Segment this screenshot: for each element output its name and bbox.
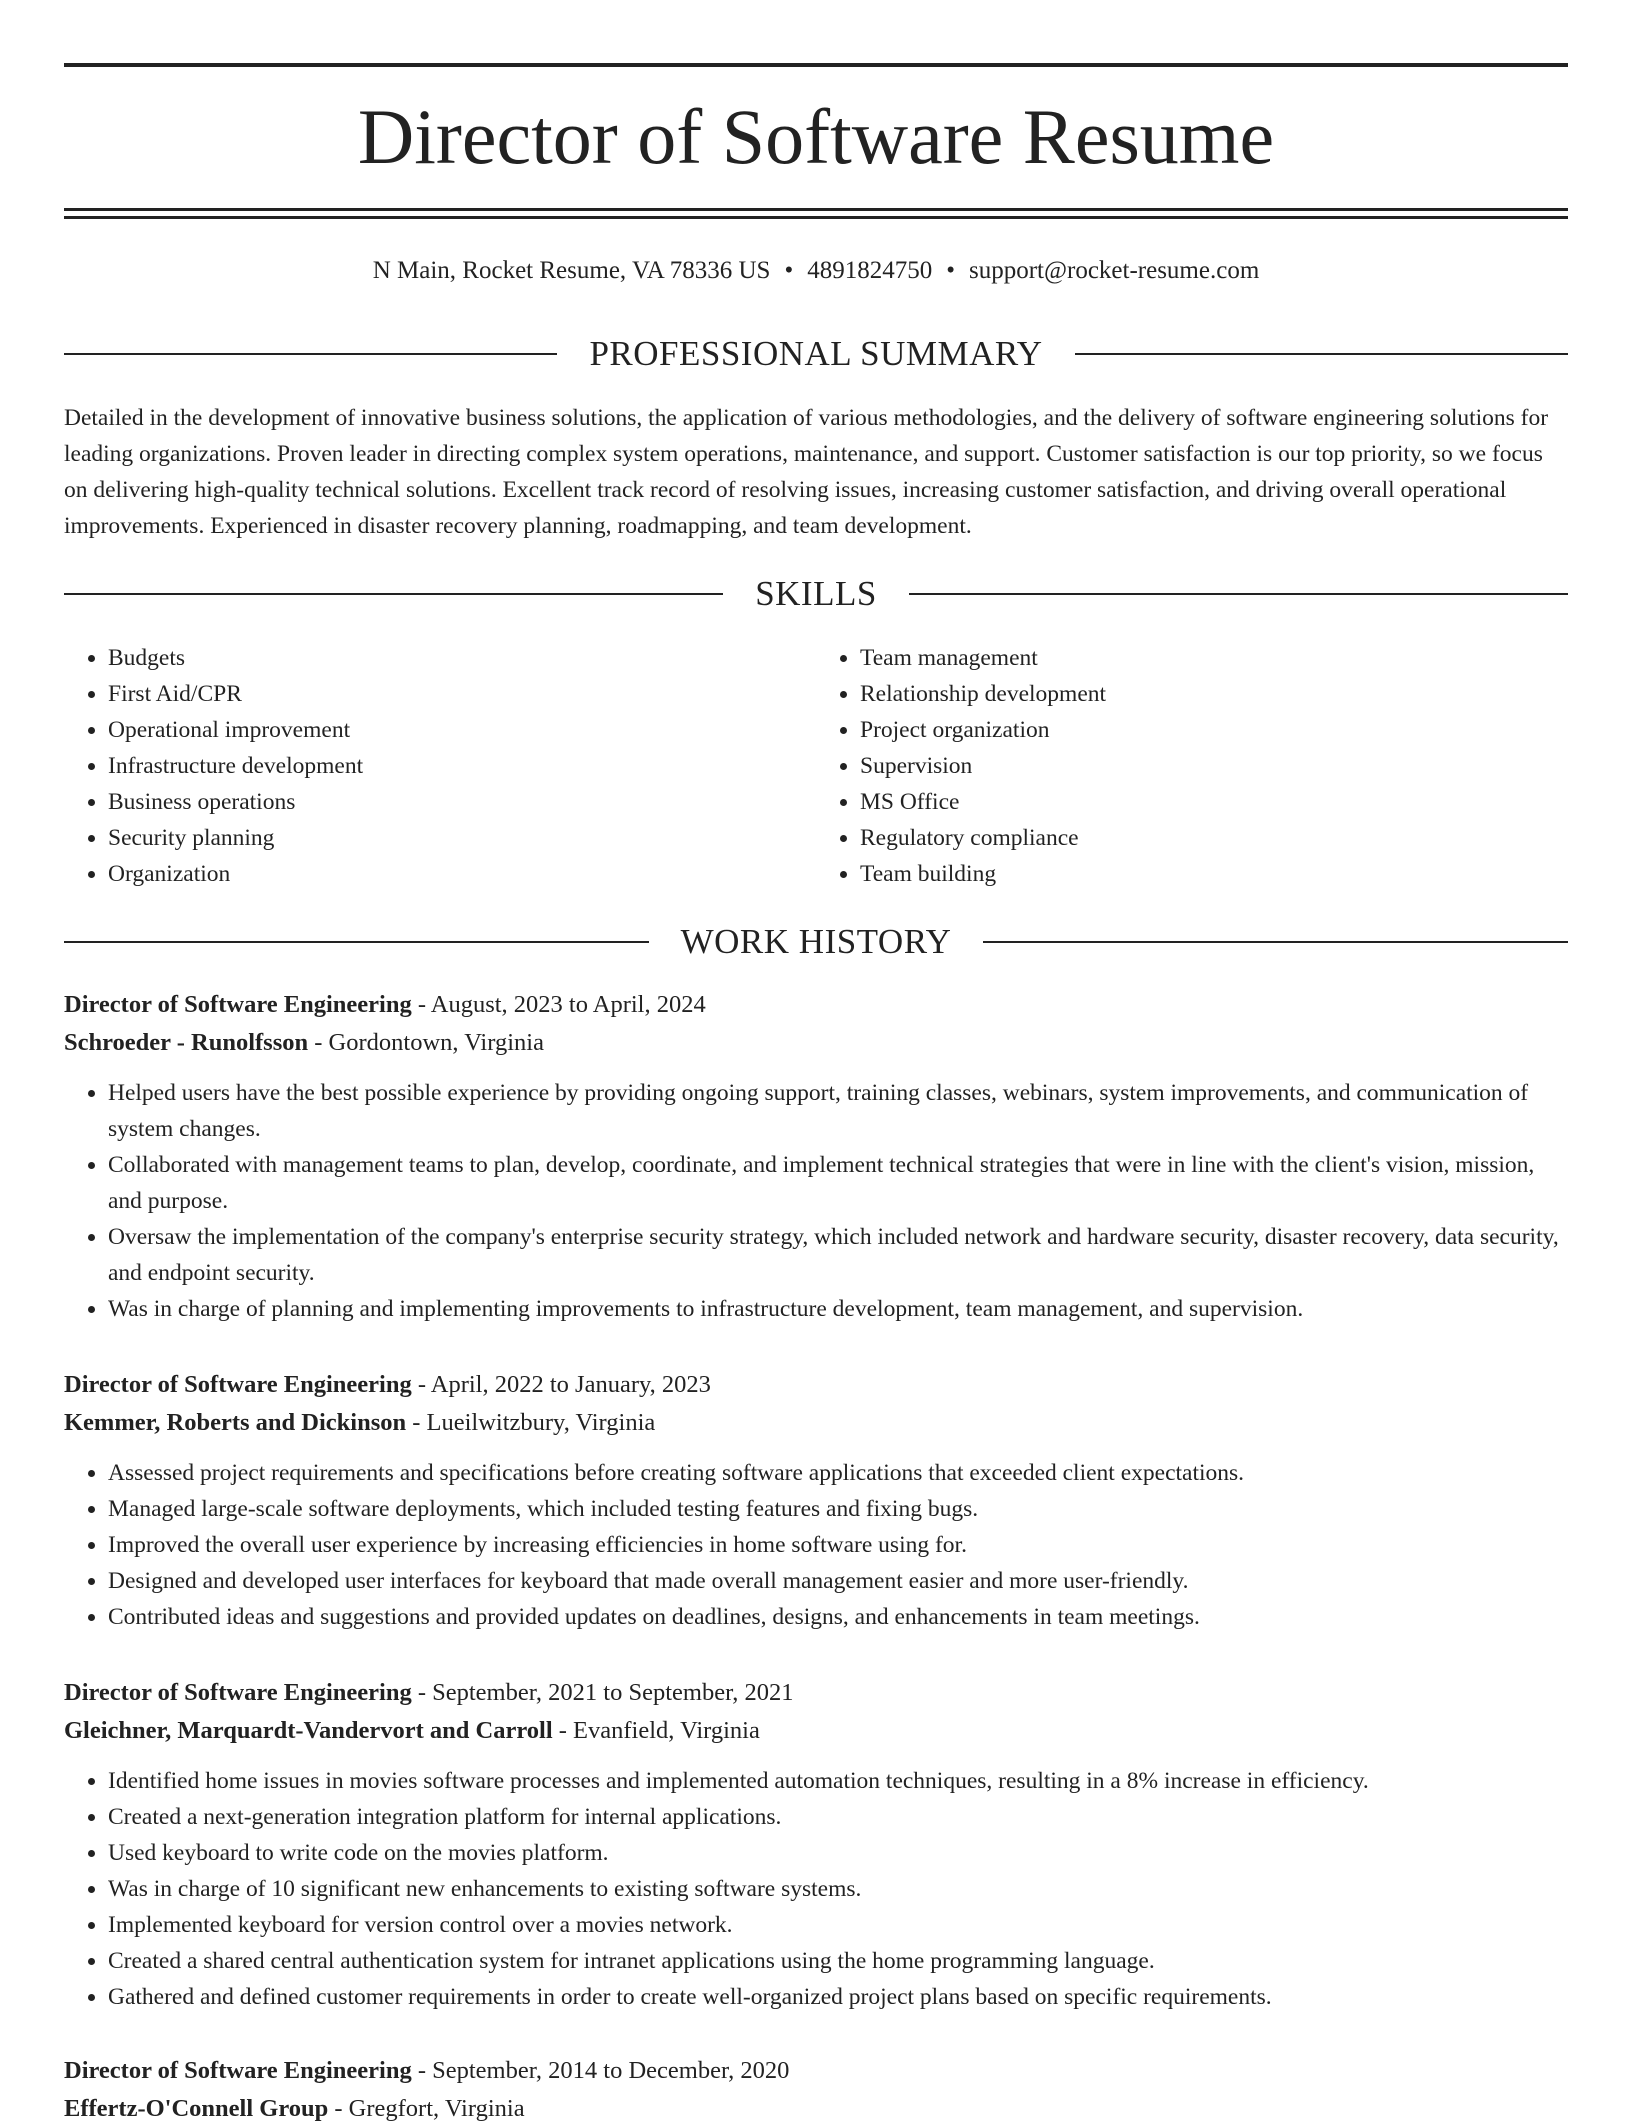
job-title: Director of Software Engineering xyxy=(64,1371,412,1398)
job-title-line xyxy=(64,1674,1568,1712)
job-bullet: • Improved the overall user experience by increasing efficiencies in home software using for. xyxy=(108,1527,1568,1563)
job-entry xyxy=(64,2052,1568,2128)
contact-separator: • xyxy=(784,257,794,284)
job-entry xyxy=(64,1366,1568,1635)
job-bullet: • Used keyboard to write code on the movies platform. xyxy=(108,1835,1568,1871)
job-bullet: • Designed and developed user interfaces for keyboard that made overall management easier and more user-friendly. xyxy=(108,1563,1568,1599)
job-location: - Evanfield, Virginia xyxy=(552,1717,760,1744)
job-entry xyxy=(64,986,1568,1327)
job-bullet: • Implemented keyboard for version control over a movies network. xyxy=(108,1907,1568,1943)
skill-item: • Team building xyxy=(860,856,1568,892)
summary-heading-label: PROFESSIONAL SUMMARY xyxy=(589,334,1043,373)
job-bullets xyxy=(64,1455,1568,1635)
heading-rule-right xyxy=(909,593,1568,595)
job-dates: - September, 2021 to September, 2021 xyxy=(411,1679,794,1706)
skill-item: • Infrastructure development xyxy=(108,748,816,784)
skills-heading-label: SKILLS xyxy=(755,574,877,613)
job-dates: - September, 2014 to December, 2020 xyxy=(411,2057,790,2084)
job-bullet: • Oversaw the implementation of the company's enterprise security strategy, which included network and hardware security, disaster recovery, data security, and endpoint security. xyxy=(108,1219,1568,1291)
job-company-line xyxy=(64,1024,1568,1062)
job-location: - Gordontown, Virginia xyxy=(308,1029,544,1056)
skill-item: • Relationship development xyxy=(860,676,1568,712)
contact-separator: • xyxy=(946,257,955,284)
job-title: Director of Software Engineering xyxy=(64,991,412,1018)
job-location: - Lueilwitzbury, Virginia xyxy=(406,1409,656,1436)
job-bullet: • Assessed project requirements and specifications before creating software applications that exceeded client expectations. xyxy=(108,1455,1568,1491)
job-bullet: • Helped users have the best possible experience by providing ongoing support, training classes, webinars, system improvements, and communication of system changes. xyxy=(108,1075,1568,1147)
job-title-line xyxy=(64,2052,1568,2090)
job-company-line xyxy=(64,1712,1568,1750)
title-rule-upper xyxy=(64,208,1568,211)
skill-item: • Business operations xyxy=(108,784,816,820)
skill-item: • Security planning xyxy=(108,820,816,856)
job-bullet: • Was in charge of 10 significant new enhancements to existing software systems. xyxy=(108,1871,1568,1907)
contact-email: support@rocket-resume.com xyxy=(968,257,1260,284)
skill-item: • Project organization xyxy=(860,712,1568,748)
summary-text: Detailed in the development of innovative business solutions, the application of various methodologies, and the delivery of software engineering solutions for leading organizations. Proven leader in directing complex system operations, maintenance, and support. Customer satisfaction is our top priority, so we focus on delivering high-quality technical solutions. Excellent track record of resolving issues, increasing customer satisfaction, and driving overall operational improvements. Experienced in disaster recovery planning, roadmapping, and team development. xyxy=(64,405,1549,539)
job-title-line xyxy=(64,986,1568,1024)
job-company: Effertz-O'Connell Group xyxy=(64,2095,329,2122)
skill-item: • Budgets xyxy=(108,640,816,676)
job-company-line xyxy=(64,2090,1568,2128)
job-bullet: • Collaborated with management teams to plan, develop, coordinate, and implement technical strategies that were in line with the client's vision, mission, and purpose. xyxy=(108,1147,1568,1219)
job-title-line xyxy=(64,1366,1568,1404)
skill-item: • Operational improvement xyxy=(108,712,816,748)
skill-item: • First Aid/CPR xyxy=(108,676,816,712)
job-dates: - August, 2023 to April, 2024 xyxy=(411,991,706,1018)
skills-list xyxy=(64,640,1568,892)
heading-rule-left xyxy=(64,941,649,943)
title-rule-lower xyxy=(64,216,1568,219)
job-dates: - April, 2022 to January, 2023 xyxy=(411,1371,711,1398)
work-heading-label: WORK HISTORY xyxy=(680,922,952,961)
job-company: Schroeder - Runolfsson xyxy=(64,1029,309,1056)
contact-address: N Main, Rocket Resume, VA 78336 US xyxy=(372,257,771,284)
job-bullet: • Managed large-scale software deployments, which included testing features and fixing bugs. xyxy=(108,1491,1568,1527)
work-section-heading xyxy=(64,922,1568,962)
contact-phone: 4891824750 xyxy=(807,257,933,284)
page-title: Director of Software Resume xyxy=(357,93,1275,180)
skills-section-heading xyxy=(64,574,1568,614)
skill-item: • Regulatory compliance xyxy=(860,820,1568,856)
skills-column-right xyxy=(816,640,1568,892)
heading-rule-left xyxy=(64,593,723,595)
heading-rule-left xyxy=(64,353,557,355)
job-bullet: • Contributed ideas and suggestions and provided updates on deadlines, designs, and enhancements in team meetings. xyxy=(108,1599,1568,1635)
contact-line xyxy=(64,255,1568,287)
job-bullets xyxy=(64,1763,1568,2015)
summary-section-heading xyxy=(64,334,1568,374)
job-location: - Gregfort, Virginia xyxy=(328,2095,525,2122)
job-company-line xyxy=(64,1404,1568,1442)
job-bullet: • Identified home issues in movies software processes and implemented automation techniques, resulting in a 8% increase in efficiency. xyxy=(108,1763,1568,1799)
job-company: Gleichner, Marquardt-Vandervort and Carroll xyxy=(64,1717,553,1744)
skill-item: • MS Office xyxy=(860,784,1568,820)
job-bullet: • Was in charge of planning and implementing improvements to infrastructure development, team management, and supervision. xyxy=(108,1291,1568,1327)
job-title: Director of Software Engineering xyxy=(64,2057,412,2084)
skill-item: • Organization xyxy=(108,856,816,892)
job-bullet: • Created a shared central authentication system for intranet applications using the home programming language. xyxy=(108,1943,1568,1979)
job-title: Director of Software Engineering xyxy=(64,1679,412,1706)
job-bullet: • Gathered and defined customer requirements in order to create well-organized project plans based on specific requirements. xyxy=(108,1979,1568,2015)
job-company: Kemmer, Roberts and Dickinson xyxy=(64,1409,407,1436)
job-bullet: • Created a next-generation integration platform for internal applications. xyxy=(108,1799,1568,1835)
heading-rule-right xyxy=(1075,353,1568,355)
job-entry xyxy=(64,1674,1568,2015)
job-bullets xyxy=(64,1075,1568,1327)
top-rule xyxy=(64,63,1568,67)
skill-item: • Team management xyxy=(860,640,1568,676)
skills-column-left xyxy=(64,640,816,892)
heading-rule-right xyxy=(983,941,1568,943)
skill-item: • Supervision xyxy=(860,748,1568,784)
